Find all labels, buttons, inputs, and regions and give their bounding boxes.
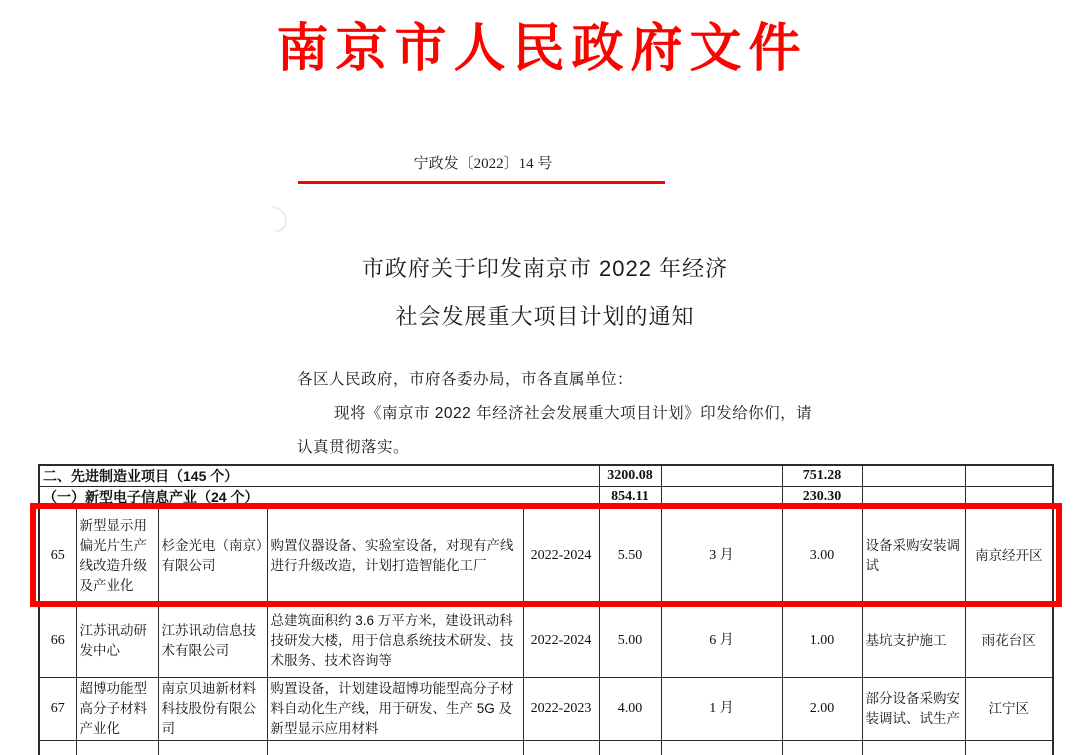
- start-month-cell: 6 月: [661, 604, 782, 678]
- empty-cell: [76, 741, 158, 755]
- doc-number: 宁政发〔2022〕14 号: [413, 156, 553, 172]
- section-total-investment: 854.11: [599, 487, 661, 508]
- total-investment-cell: 5.00: [599, 604, 661, 678]
- empty-cell: [39, 741, 76, 755]
- table-row-67: [39, 678, 1053, 741]
- salutation-line: 各区人民政府，市府各委办局，市各直属单位：: [297, 371, 634, 388]
- row-number-cell: 67: [39, 678, 76, 741]
- projects-table: [38, 464, 1054, 755]
- empty-cell: [965, 741, 1053, 755]
- row-number-cell: 66: [39, 604, 76, 678]
- years-cell: 2022-2024: [523, 508, 599, 604]
- empty-cell: [862, 465, 965, 487]
- years-cell: 2022-2024: [523, 604, 599, 678]
- body-paragraph-line1: 现将《南京市 2022 年经济社会发展重大项目计划》印发给你们，请: [334, 405, 813, 422]
- body-paragraph-line2: 认真贯彻落实。: [297, 439, 410, 456]
- table-row-66: [39, 604, 1053, 678]
- years-cell: 2022-2023: [523, 678, 599, 741]
- district-cell: 南京经开区: [965, 508, 1053, 604]
- empty-cell: [661, 487, 782, 508]
- progress-cell: 设备采购安装调试: [862, 508, 965, 604]
- description-cell: 购置设备，计划建设超博功能型高分子材料自动化生产线，用于研发、生产 5G 及新型显示应用材料: [267, 678, 523, 741]
- district-cell: 江宁区: [965, 678, 1053, 741]
- total-investment-cell: 4.00: [599, 678, 661, 741]
- section-total-investment: 3200.08: [599, 465, 661, 487]
- company-cell: 南京贝迪新材料科技股份有限公司: [158, 678, 267, 741]
- table-row-65: [39, 508, 1053, 604]
- empty-cell: [523, 741, 599, 755]
- empty-cell: [965, 465, 1053, 487]
- start-month-cell: 1 月: [661, 678, 782, 741]
- section-row-electronics: [39, 487, 1053, 508]
- row-number-cell: 65: [39, 508, 76, 604]
- empty-cell: [661, 741, 782, 755]
- empty-cell: [661, 465, 782, 487]
- empty-cell: [965, 487, 1053, 508]
- empty-cell: [158, 741, 267, 755]
- section-annual-investment: 230.30: [782, 487, 862, 508]
- company-cell: 杉金光电（南京）有限公司: [158, 508, 267, 604]
- progress-cell: 部分设备采购安装调试、试生产: [862, 678, 965, 741]
- empty-cell: [862, 741, 965, 755]
- table-row-partial: [39, 741, 1053, 755]
- project-name-cell: 超博功能型高分子材料产业化: [76, 678, 158, 741]
- project-name-cell: 江苏讯动研发中心: [76, 604, 158, 678]
- notice-title-line2: 社会发展重大项目计划的通知: [395, 304, 695, 329]
- start-month-cell: 3 月: [661, 508, 782, 604]
- progress-cell: 基坑支护施工: [862, 604, 965, 678]
- empty-cell: [599, 741, 661, 755]
- district-cell: 雨花台区: [965, 604, 1053, 678]
- section-label: 二、先进制造业项目（145 个）: [39, 465, 599, 487]
- description-cell: 总建筑面积约 3.6 万平方米，建设讯动科技研发大楼，用于信息系统技术研发、技术服务、技术咨询等: [267, 604, 523, 678]
- description-cell: 购置仪器设备、实验室设备，对现有产线进行升级改造，计划打造智能化工厂: [267, 508, 523, 604]
- annual-investment-cell: 3.00: [782, 508, 862, 604]
- total-investment-cell: 5.50: [599, 508, 661, 604]
- project-name-cell: 新型显示用偏光片生产线改造升级及产业化: [76, 508, 158, 604]
- section-annual-investment: 751.28: [782, 465, 862, 487]
- annual-investment-cell: 2.00: [782, 678, 862, 741]
- red-separator-line: [298, 181, 665, 184]
- company-cell: 江苏讯动信息技术有限公司: [158, 604, 267, 678]
- empty-cell: [782, 741, 862, 755]
- scan-artifact-arc: [256, 201, 293, 238]
- empty-cell: [862, 487, 965, 508]
- notice-title-line1: 市政府关于印发南京市 2022 年经济: [361, 256, 729, 281]
- section-row-manufacturing: [39, 465, 1053, 487]
- annual-investment-cell: 1.00: [782, 604, 862, 678]
- empty-cell: [267, 741, 523, 755]
- masthead-title: 南京市人民政府文件: [276, 20, 808, 78]
- section-label: （一）新型电子信息产业（24 个）: [39, 487, 599, 508]
